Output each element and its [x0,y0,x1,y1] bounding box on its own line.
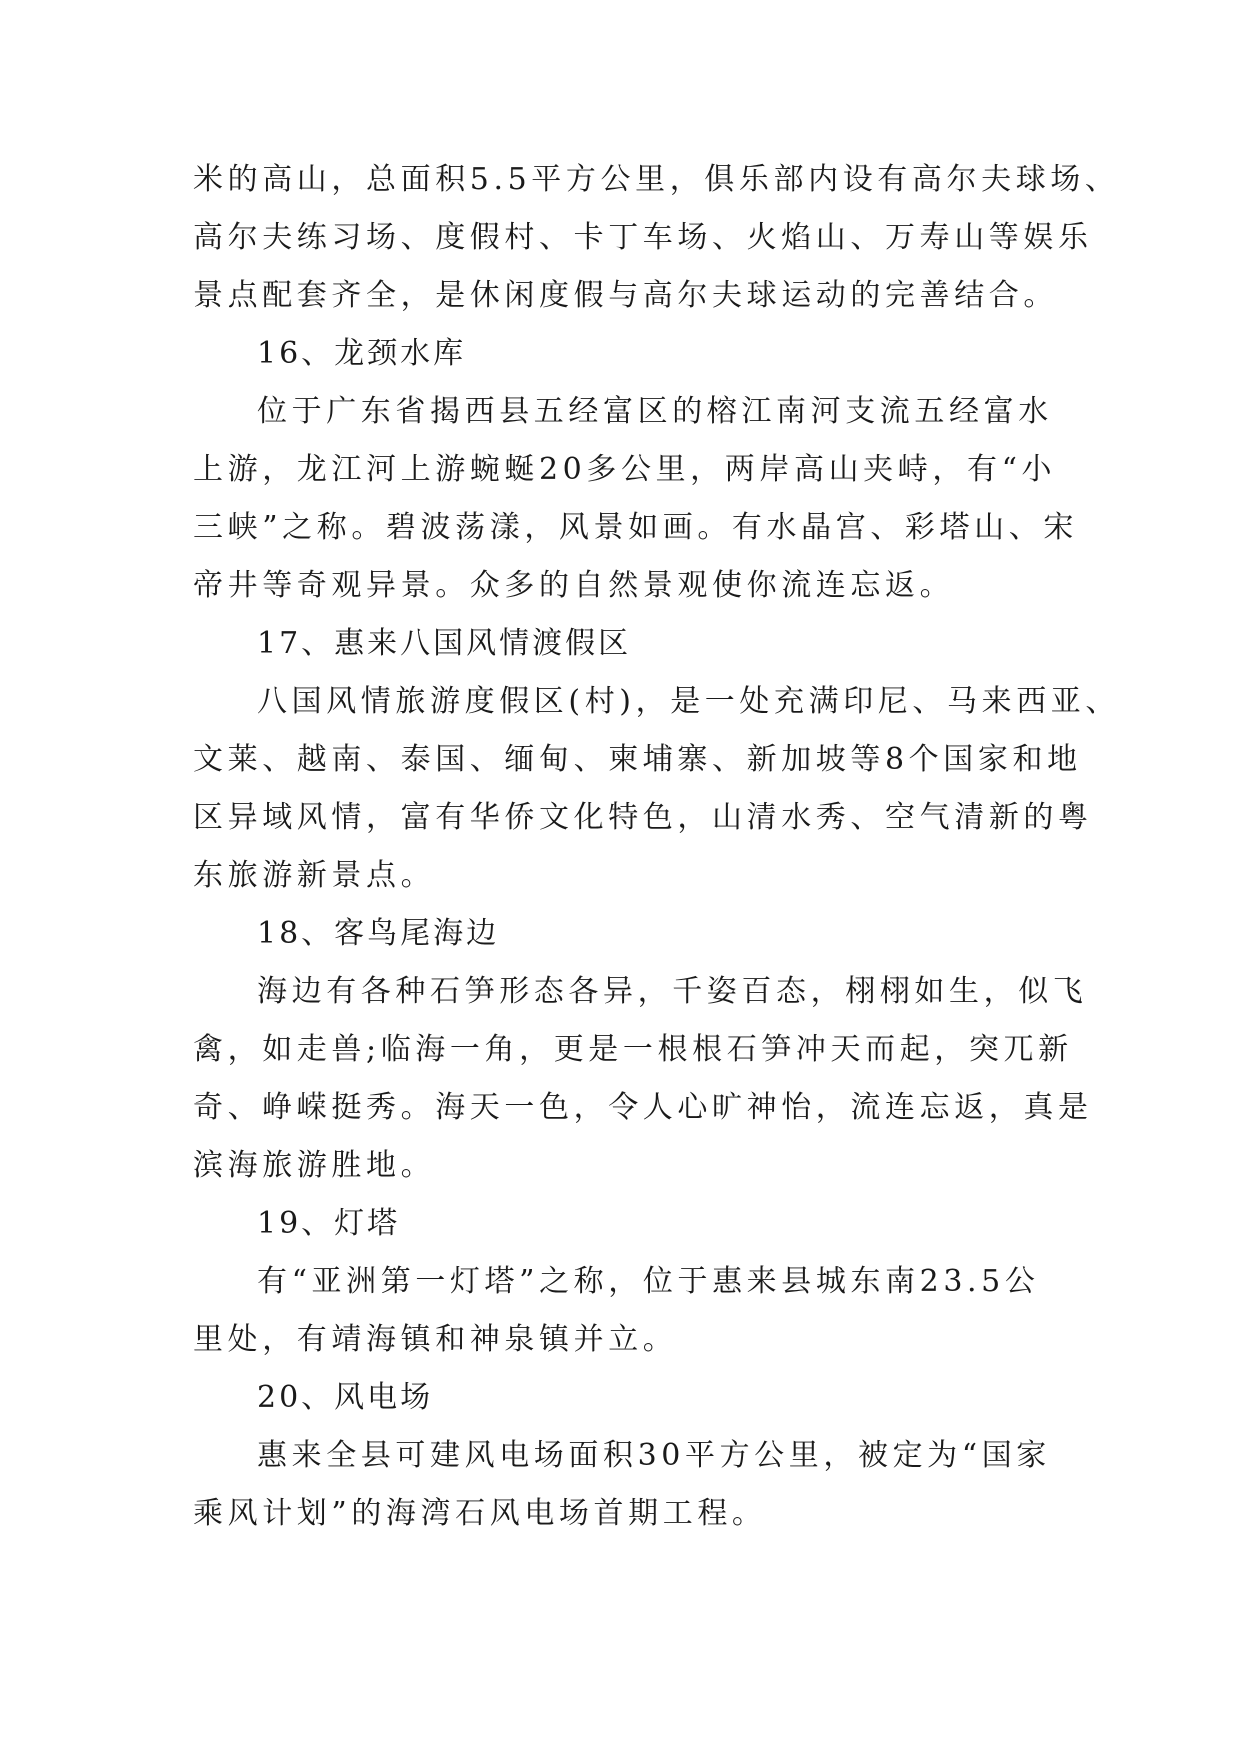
body-line: 上游，龙江河上游蜿蜒20多公里，两岸高山夹峙，有“小 [193,452,1057,487]
body-line: 奇、峥嵘挺秀。海天一色，令人心旷神怡，流连忘返，真是 [193,1090,1093,1125]
body-line: 位于广东省揭西县五经富区的榕江南河支流五经富水 [257,394,1053,429]
body-line: 八国风情旅游度假区(村)，是一处充满印尼、马来西亚、 [257,684,1121,719]
body-line: 区异域风情，富有华侨文化特色，山清水秀、空气清新的粤 [193,800,1093,835]
body-line: 高尔夫练习场、度假村、卡丁车场、火焰山、万寿山等娱乐 [193,220,1093,255]
section-heading-16: 16、龙颈水库 [257,336,467,371]
body-line: 禽，如走兽;临海一角，更是一根根石笋冲天而起，突兀新 [193,1032,1073,1067]
body-line: 景点配套齐全，是休闲度假与高尔夫球运动的完善结合。 [193,278,1058,313]
body-line: 有“亚洲第一灯塔”之称，位于惠来县城东南23.5公 [257,1264,1040,1299]
body-line: 惠来全县可建风电场面积30平方公里，被定为“国家 [257,1438,1051,1473]
body-line: 东旅游新景点。 [193,858,436,893]
section-heading-17: 17、惠来八国风情渡假区 [257,626,632,661]
body-line: 三峡”之称。碧波荡漾，风景如画。有水晶宫、彩塔山、宋 [193,510,1078,545]
body-line: 海边有各种石笋形态各异，千姿百态，栩栩如生，似飞 [257,974,1088,1009]
body-line: 文莱、越南、泰国、缅甸、柬埔寨、新加坡等8个国家和地 [193,742,1082,777]
body-line: 米的高山，总面积5.5平方公里，俱乐部内设有高尔夫球场、 [193,162,1120,197]
section-heading-20: 20、风电场 [257,1380,434,1415]
section-heading-18: 18、客鸟尾海边 [257,916,500,951]
body-line: 里处，有靖海镇和神泉镇并立。 [193,1322,678,1357]
section-heading-19: 19、灯塔 [257,1206,401,1241]
body-line: 乘风计划”的海湾石风电场首期工程。 [193,1496,767,1531]
body-line: 帝井等奇观异景。众多的自然景观使你流连忘返。 [193,568,955,603]
body-line: 滨海旅游胜地。 [193,1148,436,1183]
